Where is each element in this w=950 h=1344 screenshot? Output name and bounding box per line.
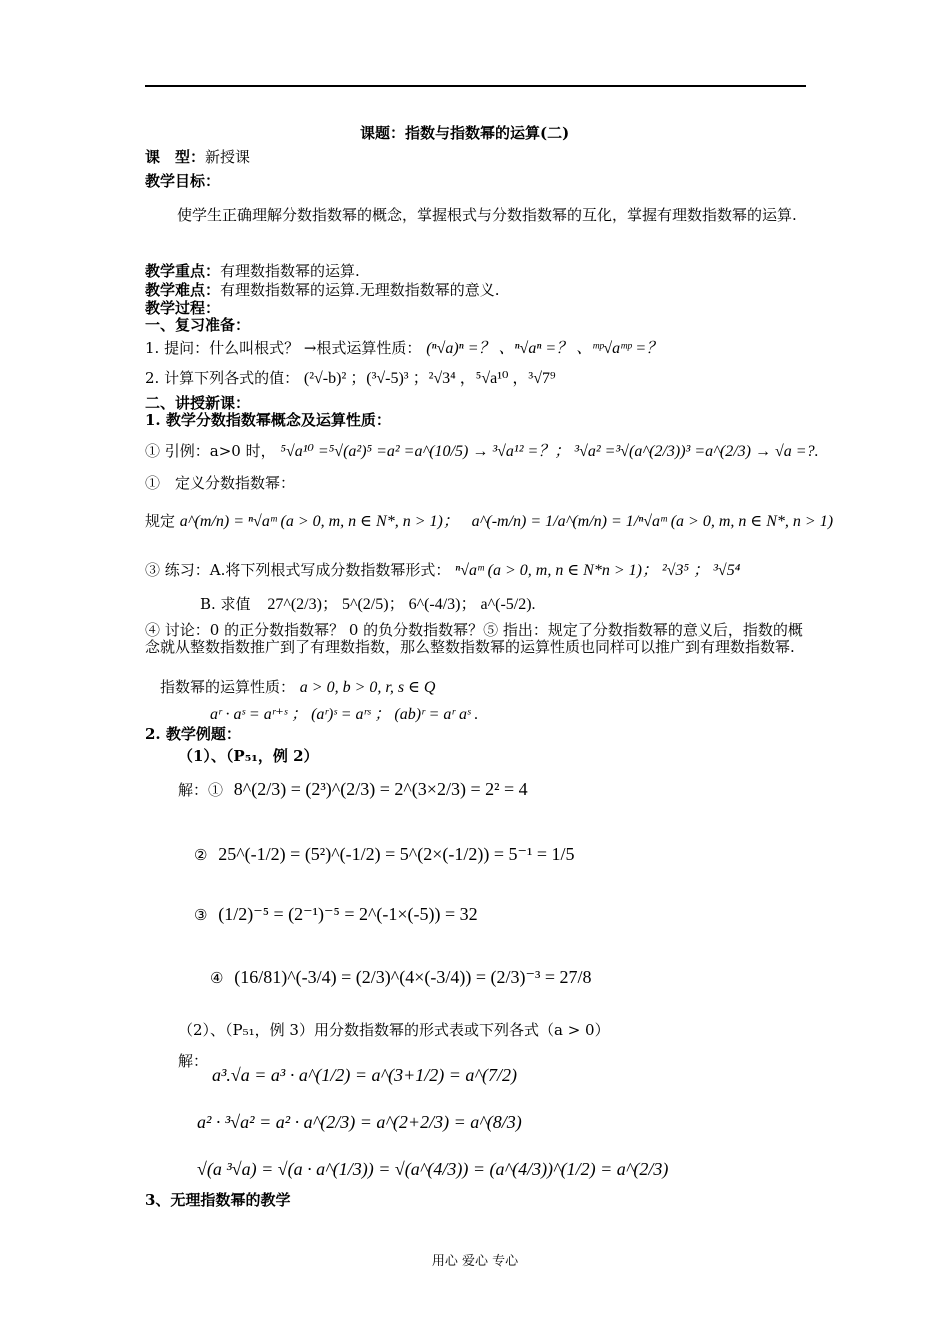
example2-line1 — [212, 1066, 517, 1086]
header-rule — [145, 85, 806, 87]
exercise-b-math: 27^(2/3)； 5^(2/5)； 6^(-4/3)； a^(-5/2). — [267, 596, 536, 613]
review1-math: (ⁿ√a)ⁿ =？ 、ⁿ√aⁿ =？ 、ᵐᵖ√aᵐᵖ =？ — [426, 340, 663, 357]
example2-line2-math: a² · ³√a² = a² · a^(2/3) = a^(2+2/3) = a^(8/3) — [197, 1112, 522, 1132]
definition-label: 规定 — [145, 512, 176, 530]
example2-line3-math: √(a ³√a) = √(a · a^(1/3)) = √(a^(4/3)) = (a^(4/3))^(1/2) = a^(2/3) — [197, 1159, 669, 1179]
subsection-fractional-exponent: 1. 教学分数指数幂概念及运算性质： — [145, 411, 391, 429]
page-title: 课题：指数与指数幂的运算(二) — [360, 124, 570, 142]
properties-line — [160, 678, 435, 697]
exercise-a-math: ⁿ√aᵐ (a > 0, m, n ∈ N*n > 1)； ²√3⁵ ； ³√5⁴ — [455, 562, 741, 579]
key-point-line — [145, 262, 360, 281]
example1-step4 — [210, 968, 592, 988]
properties-formulas — [210, 705, 478, 724]
properties-conditions: a > 0, b > 0, r, s ∈ Q — [299, 679, 436, 696]
example1-step3-math: (1/2)⁻⁵ = (2⁻¹)⁻⁵ = 2^(-1×(-5)) = 32 — [218, 904, 478, 924]
example1-step1-math: 8^(2/3) = (2³)^(2/3) = 2^(3×2/3) = 2² = 4 — [233, 779, 528, 799]
example1-step2-math: 25^(-1/2) = (5²)^(-1/2) = 5^(2×(-1/2)) = 5⁻¹ = 1/5 — [218, 844, 575, 864]
intro-math: ⁵√a¹⁰ =⁵√(a²)⁵ =a² =a^(10/5) → ³√a¹² =？； ³√a² =³√(a^(2/3))³ =a^(2/3) → √a =?. — [280, 443, 819, 460]
key-text: 有理数指数幂的运算. — [220, 262, 360, 280]
definition-positive: a^(m/n) = ⁿ√aᵐ (a > 0, m, n ∈ N*, n > 1)； — [179, 513, 459, 530]
section-review: 一、复习准备： — [145, 316, 251, 334]
example1-step3-label: ③ — [194, 906, 208, 924]
example1-step4-label: ④ — [210, 969, 224, 987]
exercise-a-text: ③ 练习：A.将下列根式写成分数指数幂形式： — [145, 561, 451, 579]
example1-solve-label: 解：① — [178, 781, 224, 799]
example1-step2-label: ② — [194, 846, 208, 864]
properties-label: 指数幂的运算性质： — [160, 678, 296, 696]
example1-step3 — [194, 905, 478, 925]
definition-negative: a^(-m/n) = 1/a^(m/n) = 1/ⁿ√aᵐ (a > 0, m, n ∈ N*, n > 1) — [471, 513, 834, 530]
page-footer: 用心 爱心 专心 — [431, 1254, 519, 1269]
objective-label: 教学目标： — [145, 172, 221, 190]
review1-text: 1. 提问：什么叫根式？ →根式运算性质： — [145, 339, 422, 357]
course-type-label: 课 型： — [145, 148, 206, 166]
example1-step2 — [194, 845, 575, 865]
example1-step4-math: (16/81)^(-3/4) = (2/3)^(4×(-3/4)) = (2/3)⁻³ = 27/8 — [234, 967, 592, 987]
intro-example — [145, 442, 819, 461]
example1-step1 — [178, 780, 528, 800]
difficulty-line — [145, 281, 500, 300]
review2-math: (²√-b)² ；(³√-5)³ ；²√3⁴ ，⁵√a¹⁰ ，³√7⁹ — [303, 370, 556, 387]
objective-text: 使学生正确理解分数指数幂的概念，掌握根式与分数指数幂的互化，掌握有理数指数幂的运算. — [177, 206, 797, 224]
example1-heading: （1）、（P₅₁，例 2） — [178, 747, 319, 765]
example2-line3 — [197, 1160, 668, 1180]
review-question-1 — [145, 339, 662, 358]
example2-heading: （2）、（P₅₁，例 3）用分数指数幂的形式表或下列各式（a > 0） — [178, 1021, 610, 1039]
definition-title: ① 定义分数指数幂： — [145, 474, 296, 492]
course-type-line — [145, 148, 250, 167]
exercise-a — [145, 561, 740, 580]
example2-line1-math: a³.√a = a³ · a^(1/2) = a^(3+1/2) = a^(7/2) — [212, 1065, 518, 1085]
difficulty-text: 有理数指数幂的运算.无理数指数幂的意义. — [220, 281, 500, 299]
section-new-lesson: 二、讲授新课： — [145, 394, 251, 412]
exercise-b-text: B. 求值 — [200, 595, 251, 613]
process-label: 教学过程： — [145, 299, 221, 317]
properties-math: aʳ · aˢ = aʳ⁺ˢ ； (aʳ)ˢ = aʳˢ ； (ab)ʳ = aʳ aˢ . — [210, 706, 479, 723]
difficulty-label: 教学难点： — [145, 281, 221, 299]
example2-solve-label: 解： — [178, 1052, 209, 1070]
discussion-paragraph: ④ 讨论：0 的正分数指数幂？ 0 的负分数指数幂？⑤ 指出：规定了分数指数幂的意义后，指数的概念就从整数指数推广到了有理数指数，那么整数指数幂的运算性质也同样可以推广到有理数指数幂. — [145, 621, 803, 656]
key-label: 教学重点： — [145, 262, 221, 280]
example2-line2 — [197, 1113, 522, 1133]
exercise-b — [200, 595, 536, 614]
intro-text: ① 引例：a>0 时， — [145, 442, 276, 460]
definition-line — [145, 512, 833, 531]
course-type-value: 新授课 — [205, 148, 251, 166]
subsection-irrational: 3、无理指数幂的教学 — [145, 1191, 291, 1209]
review2-text: 2. 计算下列各式的值： — [145, 369, 300, 387]
subsection-examples: 2. 教学例题： — [145, 725, 241, 743]
review-question-2 — [145, 369, 556, 388]
